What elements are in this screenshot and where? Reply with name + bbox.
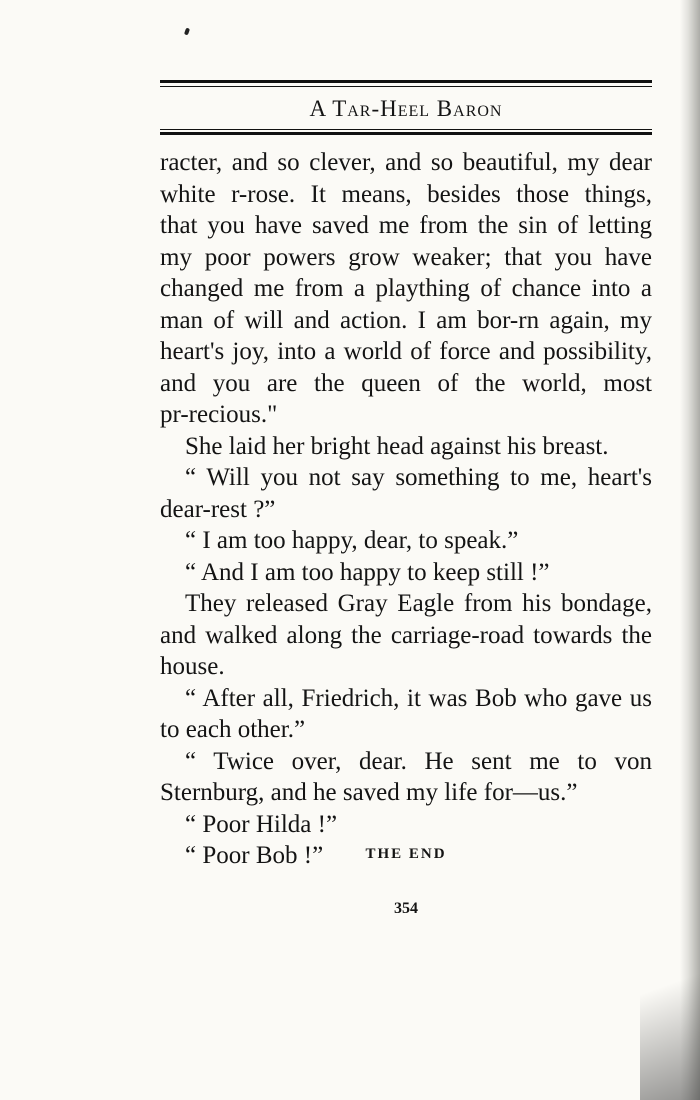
running-header: A Tar-Heel Baron xyxy=(309,96,503,121)
text-line: “ Poor Bob !” xyxy=(185,842,324,869)
text-line: “ Poor Hilda !” xyxy=(185,810,338,838)
text-line: man of will and action. I am bor-rn again, my xyxy=(160,306,652,334)
body-text xyxy=(160,147,652,872)
header-rule-top-thin xyxy=(160,86,652,87)
text-line: dear-rest ?” xyxy=(160,495,276,523)
text-line: house. xyxy=(160,653,225,680)
text-line: white r-rose. It means, besides those things, xyxy=(160,180,652,208)
text-line: “ And I am too happy to keep still !” xyxy=(185,558,550,586)
text-line: “ After all, Friedrich, it was Bob who gave us xyxy=(185,684,652,712)
text-line: heart's joy, into a world of force and possibility, xyxy=(160,338,652,365)
text-line: my poor powers grow weaker; that you have xyxy=(160,243,652,271)
text-line: racter, and so clever, and so beautiful, my dear xyxy=(160,149,652,176)
text-line: and you are the queen of the world, most xyxy=(160,369,652,397)
text-line: that you have saved me from the sin of letting xyxy=(160,212,652,239)
page-number: 354 xyxy=(394,900,418,917)
end-mark: THE END xyxy=(365,846,447,862)
page-edge-shadow-bottom xyxy=(640,940,700,1100)
text-line: to each other.” xyxy=(160,716,306,743)
text-line: She laid her bright head against his breast. xyxy=(185,432,609,460)
text-line: pr-recious." xyxy=(160,401,278,428)
ink-speck xyxy=(184,28,190,36)
text-line: “ I am too happy, dear, to speak.” xyxy=(185,527,519,554)
text-line: “ Twice over, dear. He sent me to von xyxy=(185,747,652,775)
header-rule-top-thick xyxy=(160,80,652,83)
text-line: They released Gray Eagle from his bondage, xyxy=(185,590,652,617)
header-rule-bottom-thin xyxy=(160,129,652,130)
text-line: and walked along the carriage-road towards the xyxy=(160,621,652,649)
page-edge-shadow xyxy=(680,0,700,1100)
header-rule-bottom-thick xyxy=(160,132,652,135)
text-line: “ Will you not say something to me, heart's xyxy=(185,464,652,491)
text-line: Sternburg, and he saved my life for—us.” xyxy=(160,779,578,806)
text-line: changed me from a plaything of chance into a xyxy=(160,275,652,302)
